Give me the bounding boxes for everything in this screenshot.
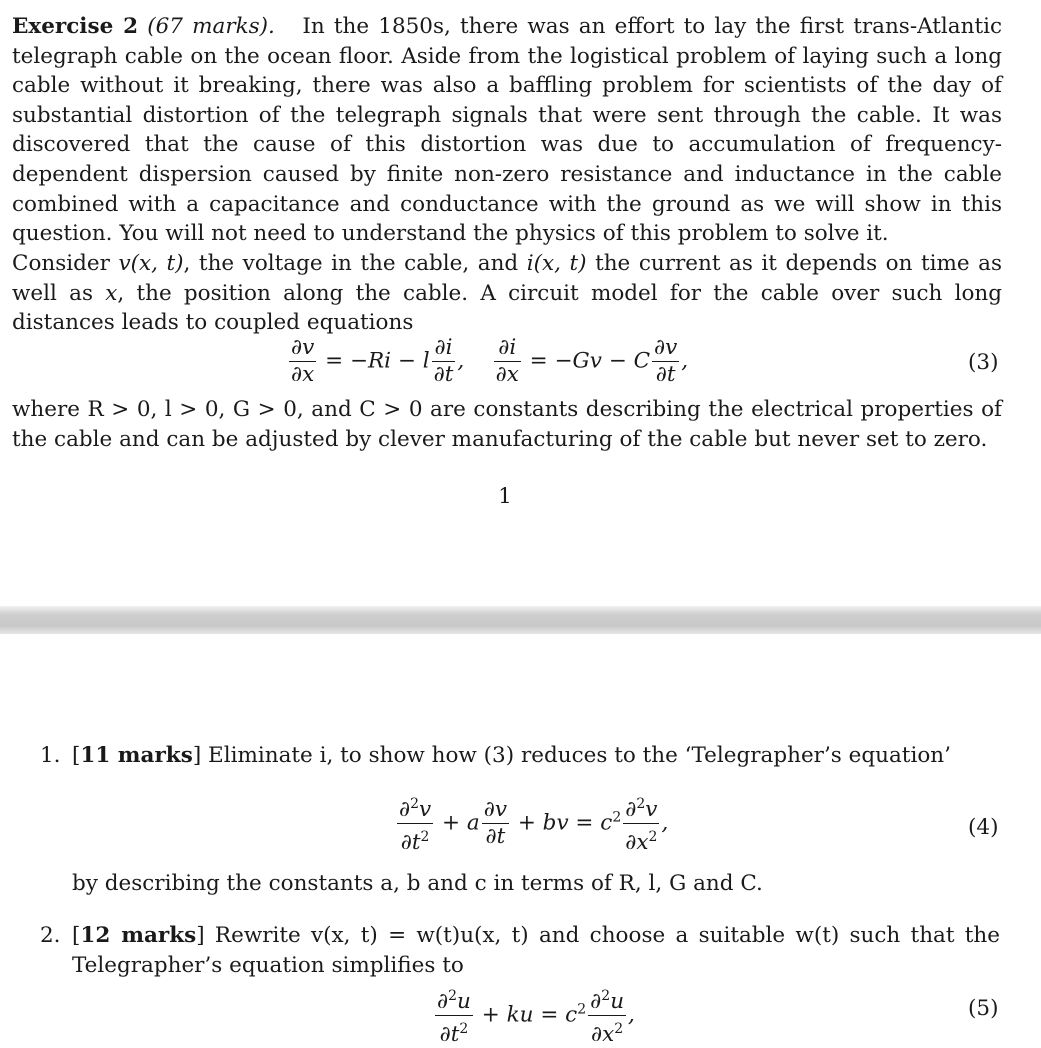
intro-text: In the 1850s, there was an effort to lay the first trans-Atlantic telegraph cable on the ocean floor. Aside from the logistical problem of laying such a long cable without it breaking, there was also a baffling problem for scientists of the day of substantial distortion of the telegraph signals that were sent through the cable. It was discovered that the cause of this distortion was due to accumulation of frequency-dependent dispersion caused by finite non-zero resistance and inductance in the cable combined with a capacitance and conductance with the ground as we will show in this question. You will not need to understand the physics of this problem to solve it.	[12, 14, 1002, 247]
equation-4: $\frac{\partial^2v}{\partial t^2}$ + a $\frac{\partial v}{\partial t}$ + bv = $c^2$ $\frac{\partial^2v}{\partial x^2}$ ,	[395, 791, 668, 856]
equation-5: $\frac{\partial^2u}{\partial t^2}$ + ku = $c^2$ $\frac{\partial^2u}{\partial x^2}$ ,	[433, 983, 635, 1048]
question-1-text: Eliminate i, to show how (3) reduces to the ‘Telegrapher’s equation’	[201, 743, 951, 768]
current-symbol: i(x, t)	[526, 251, 587, 276]
question-2-label: 2.	[40, 923, 61, 948]
question-1-label: 1.	[40, 743, 61, 768]
page-separator	[0, 606, 1041, 634]
question-1-marks: 11 marks	[80, 743, 193, 768]
question-1: 1. [11 marks] Eliminate i, to show how (3) reduces to the ‘Telegrapher’s equation’	[40, 741, 1000, 771]
where-paragraph: where R > 0, l > 0, G > 0, and C > 0 are constants describing the electrical properties of the cable and can be adjusted by clever manufacturing of the cable but never set to zero.	[12, 397, 1002, 452]
question-2-text: Rewrite v(x, t) = w(t)u(x, t) and choose a suitable w(t) such that the Telegrapher’s equation simplifies to	[72, 923, 1000, 978]
position-symbol: x	[105, 280, 118, 306]
equation-3-number: (3)	[968, 350, 999, 375]
equation-4-number: (4)	[968, 815, 999, 840]
question-2-marks: 12 marks	[80, 923, 197, 948]
exercise-marks: (67 marks).	[147, 14, 275, 39]
page-number: 1	[498, 484, 512, 509]
equation-3: $\frac{\partial v}{\partial x}$ = −Ri − l $\frac{\partial i}{\partial t}$ , $\frac{\partial i}{\partial x}$ = −Gv − C $\frac{\partial v}{\partial t}$ ,	[291, 335, 689, 387]
consider-paragraph: Consider v(x, t), the voltage in the cable, and i(x, t) the current as it depends on time as well as x, the position along the cable. A circuit model for the cable over such long distances leads to coupled equations	[12, 251, 1003, 336]
question-1-after: by describing the constants a, b and c in terms of R, l, G and C.	[72, 871, 763, 896]
exercise-intro	[12, 12, 1002, 249]
question-2: 2. [12 marks] Rewrite v(x, t) = w(t)u(x, t) and choose a suitable w(t) such that the Telegrapher’s equation simplifies to	[40, 923, 1000, 978]
page-2	[0, 634, 1041, 1048]
exercise-heading: Exercise 2	[12, 14, 139, 39]
equation-5-number: (5)	[968, 996, 999, 1021]
voltage-symbol: v(x, t)	[118, 251, 184, 276]
